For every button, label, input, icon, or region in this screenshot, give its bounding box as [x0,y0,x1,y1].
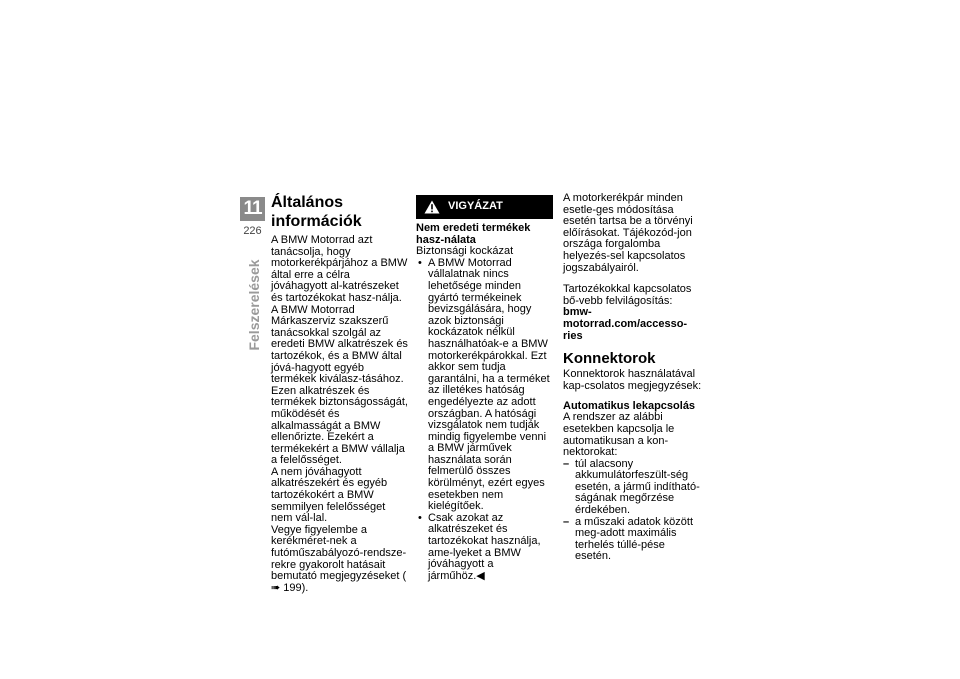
paragraph: A BMW Motorrad azt tanácsolja, hogy motorkerékpárjához a BMW által erre a célra jóváhagyott al-katrészeket és tartozékokat hasz-nálja. [271,234,408,304]
warning-title: Nem eredeti termékek hasz-nálata [416,222,531,246]
warning-banner [416,195,553,219]
paragraph: A BMW Motorrad Márkaszerviz szakszerű tanácsokkal szolgál az eredeti BMW alkatrészek és tartozékok, és a BMW által jóvá-hagyott egyéb termékek kiválasz-tásához. [271,303,408,386]
reference-link[interactable]: (➠ 199). [271,570,407,594]
warning-subtitle: Biztonsági kockázat [416,245,514,258]
paragraph: Konnektorok használatával kap-csolatos megjegyzések: [563,368,702,392]
section-title: Általános információk [271,194,362,230]
accessories-link[interactable]: bmw-motorrad.com/accesso-ries [563,306,688,342]
side-chapter-title [239,259,269,351]
warning-label: VIGYÁZAT [448,200,503,213]
column-connectors [563,193,703,563]
column-warning [416,193,553,582]
arrow-right-icon: ➠ [271,581,281,594]
reference-page: 199). [283,581,309,594]
list-item: • Csak azokat az alkatrészeket és tartozékokat használja, ame-lyeket a BMW jóváhagyott a járműhöz.◀ [416,513,553,583]
paragraph-text: Vegye figyelembe a kerékméret-nek a futóműszabályozó-rendsze-rekre gyakorolt hatásait bemutató megjegyzéseket [271,523,407,583]
paragraph: A nem jóváhagyott alkatrészekért és egyéb tartozékokért a BMW semmilyen felelősséget nem vál-lal. [271,465,388,525]
chapter-number: 11 [240,197,265,221]
conditions-list [563,459,703,563]
list-item: – túl alacsony akkumulátorfeszült-ség esetén, a jármű indítható-ságának megőrzése érdekében. [563,459,703,517]
warning-list [416,258,553,583]
sub-heading: Automatikus lekapcsolás [563,400,696,413]
paragraph: A rendszer az alábbi esetekben kapcsolja le automatikusan a kon-nektorokat: [563,411,675,459]
paragraph: A motorkerékpár minden esetle-ges módosítása esetén tartsa be a törvényi előírásokat. Tájékozód-jon országa forgalomba helyezés-sel kapcsolatos jogszabályairól. [563,192,693,274]
section-heading: Konnektorok [563,350,656,368]
warning-triangle-icon [424,200,440,214]
list-item: • A BMW Motorrad vállalatnak nincs lehetősége minden gyártó termékeinek bevizsgálására, hogy azok biztonsági kockázatok nélkül használhatóak-e a BMW motorkerékpárokkal. Ezt akkor sem tudja garantálni, ha a terméket az illetékes hatóság engedélyezte az adott országban. A hatósági vizsgálatok nem tudják mindig figyelembe venni a BMW járművek használata során felmerülő összes körülményt, ezért egyes esetekben nem kielégítőek. [416,258,553,513]
paragraph: Tartozékokkal kapcsolatos bő-vebb felvilágosítás: [563,283,692,307]
list-item: – a műszaki adatok között meg-adott maximális terhelés túllé-pése esetén. [563,517,703,563]
page-number: 226 [243,225,262,237]
paragraph: Ezen alkatrészek és termékek biztonságosságát, működését és alkalmasságát a BMW ellenőrizte. Ezekért a termékekért a BMW vállalja a felelősséget. [271,384,408,467]
column-general-info [271,193,409,594]
paragraph-with-reference [271,525,409,595]
side-chapter-title-text: Felszerelések [246,259,262,351]
